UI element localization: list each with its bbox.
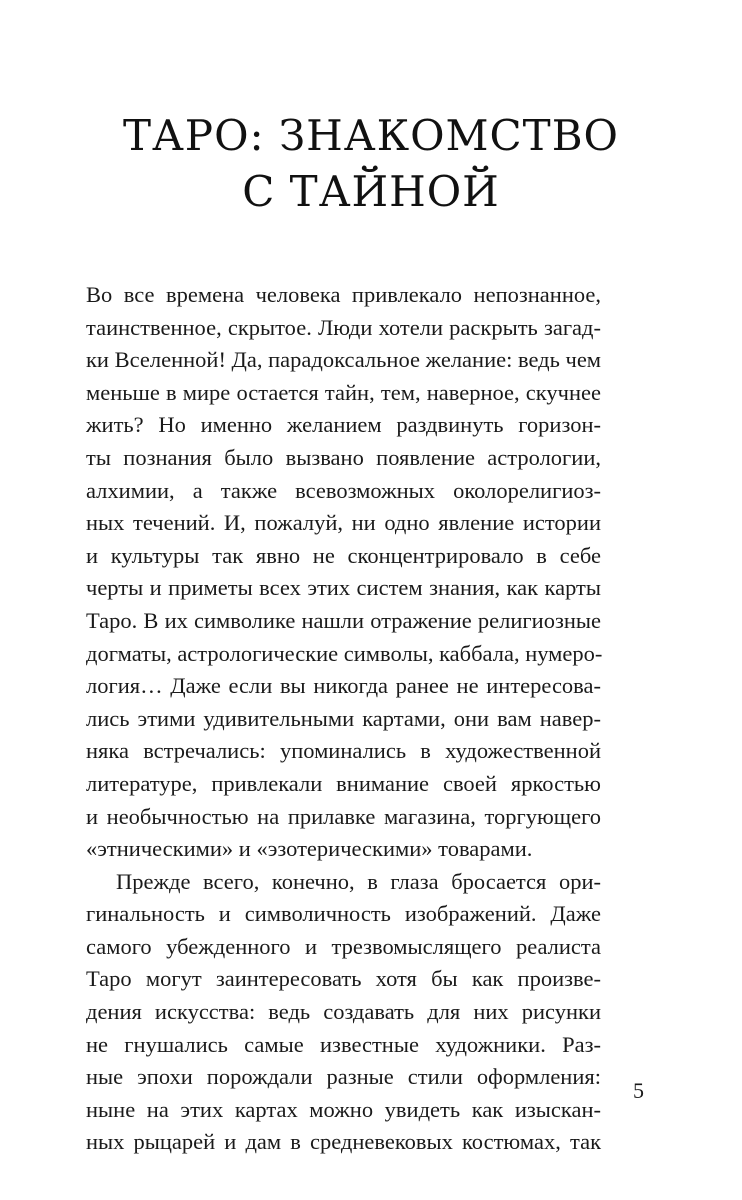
text-line: и культуры так явно не сконцентрировало в себе (86, 542, 601, 568)
text-line: литературе, привлекали внимание своей яркостью (86, 770, 601, 796)
text-line: дения искусства: ведь создавать для них рисунки (86, 999, 601, 1025)
text-line: не гнушались самые известные художники. Раз- (86, 1031, 601, 1057)
text-line: няка встречались: упоминались в художественной (86, 738, 601, 764)
text-line: логия… Даже если вы никогда ранее не интересова- (86, 673, 601, 699)
text-line: жить? Но именно желанием раздвинуть горизон- (86, 412, 601, 438)
page-number: 5 (633, 1078, 644, 1103)
text-line: Прежде всего, конечно, в глаза бросается ори- (116, 868, 601, 894)
text-line: Таро. В их символике нашли отражение религиозные (86, 607, 601, 633)
text-line: ных рыцарей и дам в средневековых костюмах, так (86, 1129, 601, 1155)
text-line: черты и приметы всех этих систем знания, как карты (86, 575, 601, 601)
text-line: ты познания было вызвано появление астрологии, (86, 444, 601, 470)
text-line: ные эпохи порождали разные стили оформления: (86, 1064, 601, 1090)
text-line: ки Вселенной! Да, парадоксальное желание: ведь чем (86, 347, 602, 373)
text-line: Таро могут заинтересовать хотя бы как произве- (86, 966, 601, 992)
text-line: лись этими удивительными картами, они вам навер- (86, 705, 601, 731)
text-line: и необычностью на прилавке магазина, торгующего (86, 803, 601, 829)
paragraph-2 (86, 866, 601, 1159)
text-line: меньше в мире остается тайн, тем, наверное, скучнее (86, 379, 601, 405)
paragraph-1 (86, 279, 601, 866)
text-line: самого убежденного и трезвомыслящего реалиста (86, 933, 601, 959)
text-line: ныне на этих картах можно увидеть как изыскан- (86, 1096, 601, 1122)
chapter-title (0, 108, 742, 220)
text-line: догматы, астрологические символы, каббала, нумеро- (86, 640, 603, 666)
text-line: Во все времена человека привлекало непознанное, (86, 282, 601, 307)
chapter-title-line-2: С ТАЙНОЙ (242, 167, 500, 216)
text-line: гинальность и символичность изображений. Даже (86, 901, 601, 927)
text-line: ных течений. И, пожалуй, ни одно явление истории (86, 510, 601, 536)
text-line: алхимии, а также всевозможных околорелигиоз- (86, 477, 601, 503)
text-line: «этническими» и «эзотерическими» товарами. (86, 836, 533, 862)
text-line: таинственное, скрытое. Люди хотели раскрыть загад- (86, 314, 601, 340)
chapter-title-line-1: ТАРО: ЗНАКОМСТВО (122, 111, 619, 160)
body-text (86, 279, 601, 1159)
